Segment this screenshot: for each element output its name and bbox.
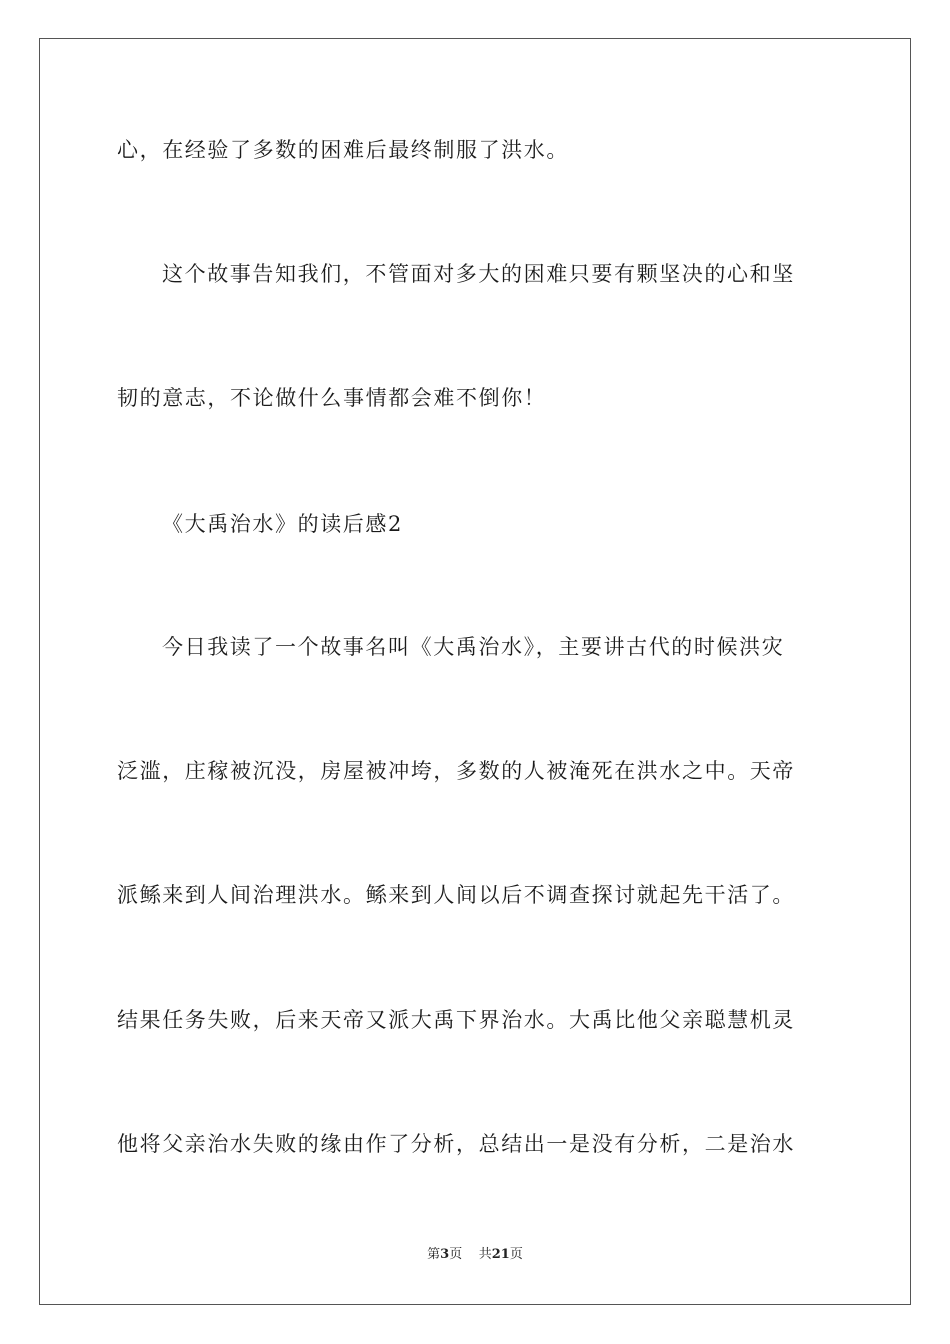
paragraph-line: 派鲧来到人间治理洪水。鲧来到人间以后不调查探讨就起先干活了。 (117, 883, 795, 907)
paragraph-line: 心，在经验了多数的困难后最终制服了洪水。 (117, 138, 569, 162)
section-heading: 《大禹治水》的读后感2 (162, 512, 403, 536)
paragraph-line: 这个故事告知我们，不管面对多大的困难只要有颗坚决的心和坚 (162, 262, 795, 286)
page-prefix: 第 (427, 1247, 441, 1262)
page-unit: 页 (449, 1247, 463, 1262)
current-page-number: 3 (440, 1247, 450, 1262)
total-page-count: 21 (491, 1247, 510, 1262)
paragraph-line: 韧的意志，不论做什么事情都会难不倒你！ (117, 386, 547, 410)
total-unit: 页 (509, 1247, 523, 1262)
page-footer (0, 1246, 950, 1264)
paragraph-line: 结果任务失败，后来天帝又派大禹下界治水。大禹比他父亲聪慧机灵 (117, 1008, 795, 1032)
paragraph-line: 他将父亲治水失败的缘由作了分析，总结出一是没有分析，二是治水 (117, 1132, 795, 1156)
page-border (39, 38, 911, 1305)
paragraph-line: 泛滥，庄稼被沉没，房屋被冲垮，多数的人被淹死在洪水之中。天帝 (117, 759, 795, 783)
paragraph-line: 今日我读了一个故事名叫《大禹治水》，主要讲古代的时候洪灾 (162, 635, 785, 659)
total-prefix: 共 (478, 1247, 492, 1262)
